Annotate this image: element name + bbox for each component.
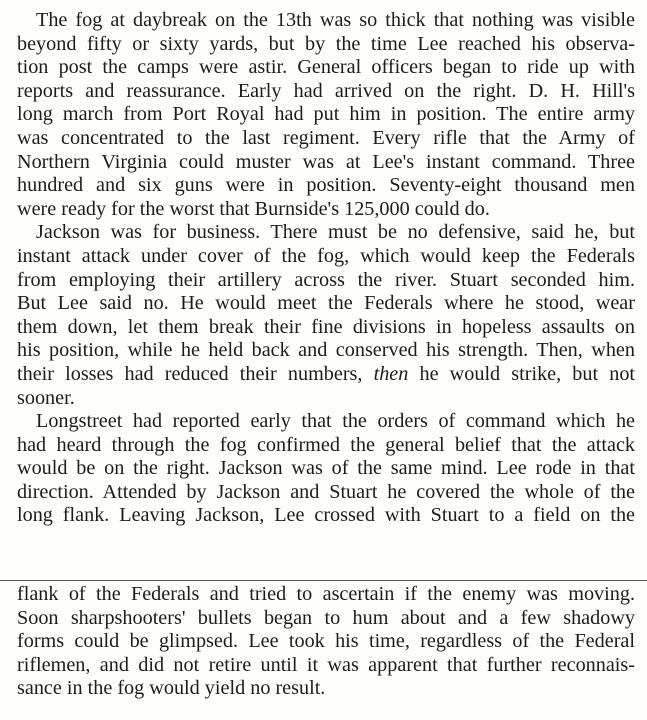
text-line: them down, let them break their fine divisions in hopeless assaults on: [17, 315, 635, 338]
text-line: hundred and six guns were in position. Seventy-eight thousand men: [17, 174, 635, 197]
text-line: direction. Attended by Jackson and Stuart he covered the whole of the: [17, 480, 635, 503]
text-line: beyond fifty or sixty yards, but by the time Lee reached his observa-: [17, 32, 635, 55]
paragraph-continuation: [17, 583, 635, 701]
text-line: would be on the right. Jackson was of the same mind. Lee rode in that: [17, 457, 635, 480]
text-line: But Lee said no. He would meet the Federals where he stood, wear: [17, 292, 635, 315]
text-segment: he would strike, but not: [419, 362, 635, 385]
text-line: his position, while he held back and conserved his strength. Then, when: [17, 339, 635, 362]
paragraph-jackson-for-business: [17, 221, 635, 410]
text-line: had heard through the fog confirmed the general belief that the attack: [17, 433, 635, 456]
page-split-divider: [0, 580, 647, 581]
text-line: Northern Virginia could muster was at Lee's instant command. Three: [17, 150, 635, 173]
text-line: Jackson was for business. There must be no defensive, said he, but: [36, 221, 635, 244]
text-line: The fog at daybreak on the 13th was so thick that nothing was visible: [36, 9, 635, 31]
text-line: were ready for the worst that Burnside's 125,000 could do.: [17, 197, 490, 220]
paragraph-fog-at-daybreak: [17, 9, 635, 221]
text-line: flank of the Federals and tried to ascertain if the enemy was moving.: [17, 583, 635, 605]
text-line: long flank. Leaving Jackson, Lee crossed with Stuart to a field on the: [17, 504, 635, 527]
text-line: forms could be glimpsed. Lee took his time, regardless of the Federal: [17, 630, 635, 653]
text-line: sance in the fog would yield no result.: [17, 677, 326, 700]
paragraph-longstreet-reported: [17, 410, 635, 528]
text-line: reports and reassurance. Early had arrived on the right. D. H. Hill's: [17, 79, 635, 102]
text-line: long march from Port Royal had put him in position. The entire army: [17, 103, 635, 126]
lower-text-block: [17, 583, 635, 701]
text-segment: their losses had reduced their numbers,: [17, 362, 363, 385]
text-line: sooner.: [17, 386, 75, 409]
text-line: Longstreet had reported early that the orders of command which he: [36, 410, 635, 433]
text-line: was concentrated to the last regiment. Every rifle that the Army of: [17, 126, 635, 149]
text-line: instant attack under cover of the fog, which would keep the Federals: [17, 244, 635, 267]
text-line: from employing their artillery across the river. Stuart seconded him.: [17, 268, 635, 291]
italic-emphasis: then: [373, 362, 409, 385]
text-line: Soon sharpshooters' bullets began to hum about and a few shadowy: [17, 606, 635, 629]
upper-text-block: [17, 9, 635, 528]
text-line: riflemen, and did not retire until it was apparent that further reconnais-: [17, 653, 635, 676]
text-line: tion post the camps were astir. General officers began to ride up with: [17, 56, 635, 79]
text-line-with-italic: [17, 363, 635, 387]
